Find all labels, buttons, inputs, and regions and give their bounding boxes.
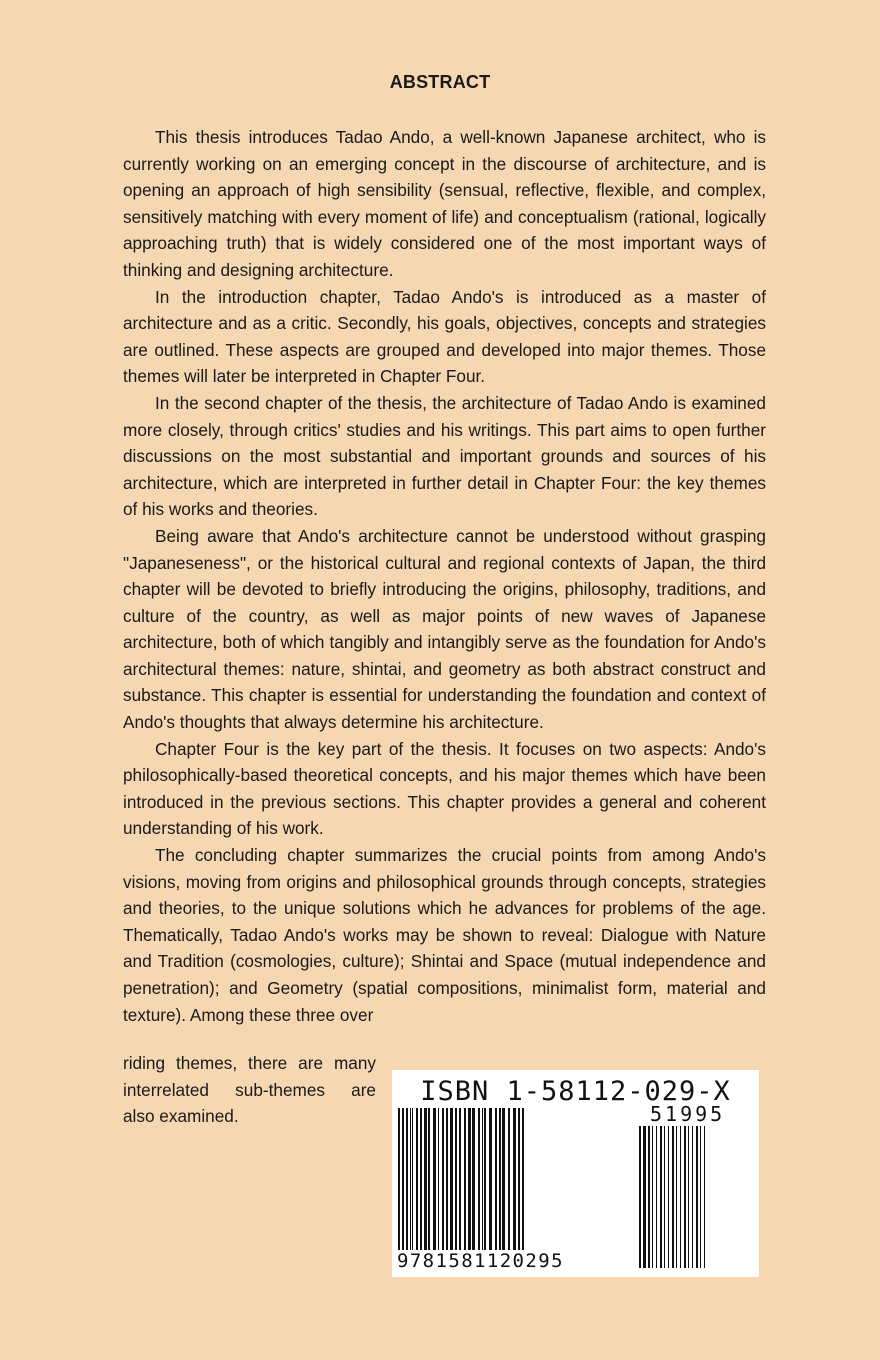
barcode-bar [472,1108,475,1250]
barcode-bar [459,1108,461,1258]
tail-line: riding themes, there are many [123,1053,376,1073]
paragraph-chapter-three: Being aware that Ando's architecture cannot be understood without grasping "Japaneseness", or the historical cultural and regional contexts of Japan, the third chapter will be devoted to briefly introducing the origins, philosophy, traditions, and culture of the country, as well as major points of new waves of Japanese architecture, both of which tangibly and intangibly serve as the foundation for Ando's architectural themes: nature, shintai, and geometry as both abstract construct and substance. This chapter is essential for understanding the foundation and context of Ando's thoughts that always determine his architecture. [123,525,766,733]
barcode-bar [478,1108,480,1250]
barcode-bar [668,1126,669,1268]
paragraph-conclusion: The concluding chapter summarizes the crucial points from among Ando's visions, moving from origins and philosophical grounds through concepts, strategies and theories, to the unique solutions which he advances for problems of the age. Thematically, Tadao Ando's works may be shown to reveal: Dialogue with Nature and Tradition (cosmologies, culture); Shintai and Space (mutual independence and penetration); and Geometry (spatial compositions, minimalist form, material and texture). Among these three over [123,845,766,1025]
barcode-bar [522,1108,524,1258]
barcode-bar [464,1108,466,1250]
barcode-bar [656,1126,657,1268]
paragraph-intro: This thesis introduces Tadao Ando, a well-known Japanese architect, who is currently working on an emerging concept in the discourse of architecture, and is opening an approach of high sensibility (sensual, reflective, flexible, and complex, sensitively matching with every moment of life) and conceptualism (rational, logically approaching truth) that is widely considered one of the most important ways of thinking and designing architecture. [123,127,766,280]
barcode-bar [692,1126,693,1268]
barcode-bar [455,1108,457,1258]
barcode-bar [484,1108,486,1250]
barcode-bar [416,1108,418,1250]
price-barcode-bars [639,1126,705,1268]
barcode-bar [402,1108,404,1258]
barcode-bar [489,1108,492,1250]
isbn-label: ISBN 1-58112-029-X [420,1076,731,1107]
barcode-bars-graphic [392,1070,759,1277]
barcode-bar [664,1126,665,1268]
barcode-bar [639,1126,641,1268]
price-code: 51995 [650,1102,726,1126]
barcode-bar [676,1126,677,1268]
barcode-bar [700,1126,701,1268]
barcode-bar [513,1108,516,1250]
ean-barcode-bars [398,1108,524,1258]
barcode-bar [433,1108,436,1250]
barcode-bar [420,1108,422,1250]
ean-digits: 9781581120295 [397,1250,564,1272]
tail-line: also examined. [123,1106,239,1127]
abstract-heading: ABSTRACT [389,72,491,92]
barcode-bar [398,1108,400,1258]
abstract-tail [123,1050,376,1130]
barcode-bar [643,1126,646,1268]
barcode-bar [502,1108,505,1250]
paragraph-chapter-two: In the second chapter of the thesis, the architecture of Tadao Ando is examined more closely, through critics' studies and his writings. This part aims to open further discussions on the most substantial and important grounds and sources of his architecture, which are interpreted in further detail in Chapter Four: the key themes of his works and theories. [123,392,766,520]
barcode-bar [499,1108,501,1250]
barcode-bar [410,1108,411,1250]
barcode-bar [442,1108,444,1250]
barcode-bar [704,1126,705,1268]
barcode-bar [660,1126,662,1268]
barcode-bar [412,1108,413,1250]
barcode-bar [428,1108,430,1250]
barcode-bar [696,1126,698,1268]
barcode-bar [648,1126,650,1268]
barcode-bar [518,1108,520,1258]
barcode-bar [672,1126,674,1268]
barcode-bar [450,1108,453,1250]
paragraph-chapter-one: In the introduction chapter, Tadao Ando's is introduced as a master of architecture and as a critic. Secondly, his goals, objectives, concepts and strategies are outlined. These aspects are grouped and developed into major themes. Those themes will later be interpreted in Chapter Four. [123,286,766,387]
barcode-bar [495,1108,497,1250]
barcode-bar [446,1108,448,1250]
barcode-bar [424,1108,427,1250]
barcode-bar [406,1108,408,1250]
barcode-bar [652,1126,653,1268]
barcode-bar [438,1108,439,1250]
barcode-bar [482,1108,483,1250]
barcode-bar [680,1126,681,1268]
barcode-bar [468,1108,471,1250]
barcode-bar [688,1126,689,1268]
tail-line: interrelated sub-themes are [123,1079,376,1100]
abstract-body [123,124,766,1028]
paragraph-chapter-four: Chapter Four is the key part of the thesis. It focuses on two aspects: Ando's philosophically-based theoretical concepts, and his major themes which have been introduced in the previous sections. This chapter provides a general and coherent understanding of his work. [123,738,766,839]
isbn-barcode [392,1070,759,1277]
barcode-bar [684,1126,686,1268]
barcode-bar [508,1108,510,1250]
